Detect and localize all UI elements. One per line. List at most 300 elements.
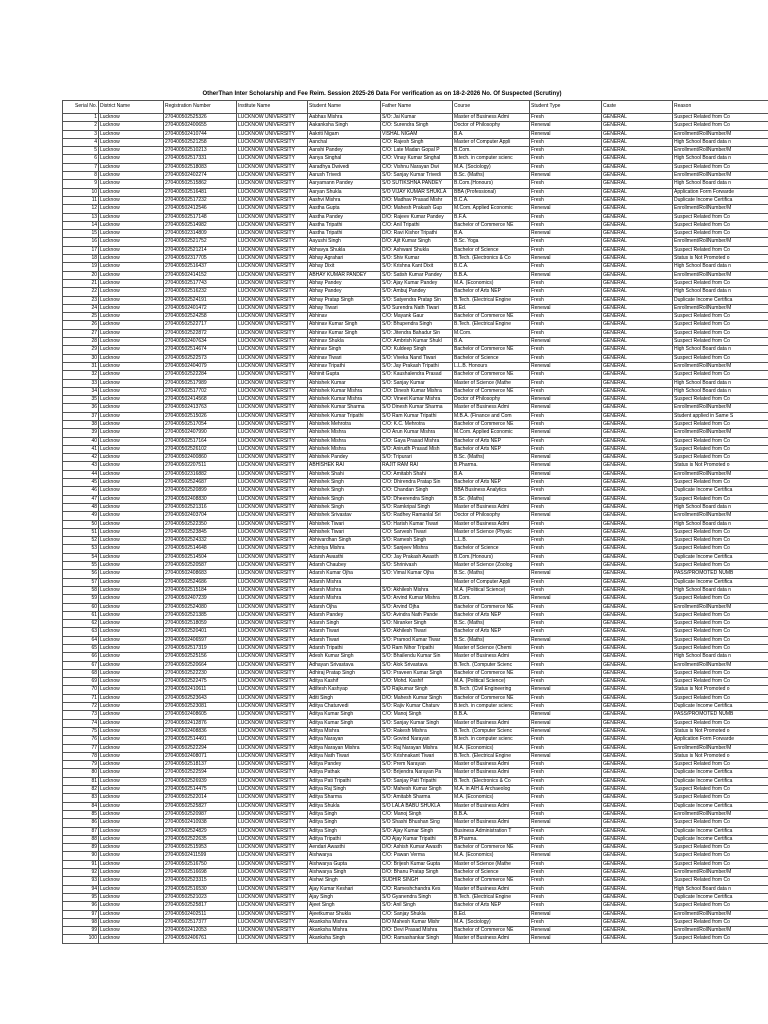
cell-serial-no: 68 (63, 669, 99, 677)
cell-student-name: Abhishek Singh (308, 503, 381, 511)
cell-student-name: Aishwi Singh (308, 877, 381, 885)
table-row (63, 611, 768, 619)
cell-serial-no: 75 (63, 727, 99, 735)
cell-district-name: Lucknow (99, 454, 164, 462)
cell-serial-no: 39 (63, 429, 99, 437)
cell-serial-no: 28 (63, 338, 99, 346)
cell-district-name: Lucknow (99, 495, 164, 503)
cell-reason: Enrollment/RollNumber/M (673, 404, 768, 412)
cell-institute-name: LUCKNOW UNIVERSITY (237, 172, 308, 180)
cell-serial-no: 57 (63, 578, 99, 586)
cell-student-name: Aayushi Singh (308, 238, 381, 246)
cell-father-name: D/O: Ajit Kumar Singh (381, 238, 453, 246)
cell-father-name: C/O: Ambrish Kumar Shukl (381, 338, 453, 346)
cell-reason: Suspect Related from Co (673, 528, 768, 536)
cell-course: B.Pharma. (453, 462, 530, 470)
cell-student-type: Renewal (530, 852, 602, 860)
cell-caste: GENERAL (602, 802, 673, 810)
cell-student-name: Abhishek Singh (308, 495, 381, 503)
cell-student-type: Fresh (530, 661, 602, 669)
table-row (63, 503, 768, 511)
cell-father-name: S/O Rajkumar Singh (381, 686, 453, 694)
cell-reason: Suspect Related from Co (673, 313, 768, 321)
cell-student-name: Abhishek Tiwari (308, 520, 381, 528)
cell-serial-no: 85 (63, 810, 99, 818)
cell-registration-number: 270400502404079 (164, 362, 237, 370)
cell-institute-name: LUCKNOW UNIVERSITY (237, 877, 308, 885)
cell-registration-number: 270400502408836 (164, 727, 237, 735)
cell-serial-no: 84 (63, 802, 99, 810)
cell-student-name: Abhay Pandey (308, 279, 381, 287)
cell-serial-no: 91 (63, 860, 99, 868)
cell-student-name: Abhinav Kumar Singh (308, 329, 381, 337)
table-row (63, 844, 768, 852)
cell-reason: Duplicate Income Certifica (673, 196, 768, 204)
cell-student-type: Fresh (530, 479, 602, 487)
cell-father-name: S/O: Ramesh Singh (381, 537, 453, 545)
cell-reason: Suspect Related from Co (673, 819, 768, 827)
cell-institute-name: LUCKNOW UNIVERSITY (237, 786, 308, 794)
cell-student-type: Fresh (530, 777, 602, 785)
cell-student-type: Fresh (530, 138, 602, 146)
cell-father-name: S/O: Jay Prakash Tripathi (381, 362, 453, 370)
cell-father-name: C/O: Manoj Singh (381, 810, 453, 818)
cell-student-name: Aendari Awasthi (308, 844, 381, 852)
cell-father-name: S/O: Brijendra Narayan Pa (381, 769, 453, 777)
cell-student-type: Fresh (530, 628, 602, 636)
cell-serial-no: 78 (63, 752, 99, 760)
cell-reason: High School Board data n (673, 379, 768, 387)
cell-serial-no: 13 (63, 213, 99, 221)
cell-student-name: Abhishek Mishra (308, 437, 381, 445)
table-row (63, 346, 768, 354)
cell-student-type: Fresh (530, 221, 602, 229)
cell-father-name: C/O: Amitabh Shahi (381, 470, 453, 478)
cell-course: Master of Computer Appli (453, 138, 530, 146)
cell-serial-no: 19 (63, 263, 99, 271)
cell-student-name: Abhishek Kumar Mishra (308, 387, 381, 395)
cell-caste: GENERAL (602, 437, 673, 445)
cell-student-name: Aditya Singh (308, 810, 381, 818)
cell-reason: Application Form Forwarde (673, 736, 768, 744)
cell-registration-number: 270400502406597 (164, 636, 237, 644)
cell-caste: GENERAL (602, 379, 673, 387)
cell-caste: GENERAL (602, 205, 673, 213)
cell-father-name: S/O: Sanjay Kumar Trivedi (381, 172, 453, 180)
cell-serial-no: 76 (63, 736, 99, 744)
cell-serial-no: 60 (63, 603, 99, 611)
cell-reason: Suspect Related from Co (673, 719, 768, 727)
cell-reason: Duplicate Income Certifica (673, 835, 768, 843)
cell-student-name: Adarsh Awasthi (308, 553, 381, 561)
cell-registration-number: 270400502514648 (164, 545, 237, 553)
header-row (63, 101, 768, 114)
cell-student-name: ABHISHEK RAI (308, 462, 381, 470)
cell-student-type: Fresh (530, 155, 602, 163)
cell-institute-name: LUCKNOW UNIVERSITY (237, 661, 308, 669)
cell-father-name: C/O: K.C. Mehrotra (381, 420, 453, 428)
cell-caste: GENERAL (602, 562, 673, 570)
cell-reason: Suspect Related from Co (673, 537, 768, 545)
cell-reason: Enrollment/RollNumber/M (673, 362, 768, 370)
cell-reason: Suspect Related from Co (673, 454, 768, 462)
cell-caste: GENERAL (602, 188, 673, 196)
cell-institute-name: LUCKNOW UNIVERSITY (237, 927, 308, 935)
cell-district-name: Lucknow (99, 130, 164, 138)
cell-institute-name: LUCKNOW UNIVERSITY (237, 321, 308, 329)
cell-registration-number: 270400502516437 (164, 263, 237, 271)
cell-course: Master of Business Admi (453, 114, 530, 122)
cell-registration-number: 270400502522635 (164, 835, 237, 843)
table-row (63, 752, 768, 760)
cell-registration-number: 270400502517377 (164, 918, 237, 926)
cell-course: Bachelor of Arts NEP (453, 445, 530, 453)
cell-district-name: Lucknow (99, 445, 164, 453)
cell-student-type: Fresh (530, 412, 602, 420)
cell-student-type: Renewal (530, 122, 602, 130)
cell-reason: Suspect Related from Co (673, 669, 768, 677)
cell-caste: GENERAL (602, 736, 673, 744)
cell-course: Master of Business Admi (453, 819, 530, 827)
cell-caste: GENERAL (602, 338, 673, 346)
cell-district-name: Lucknow (99, 885, 164, 893)
cell-institute-name: LUCKNOW UNIVERSITY (237, 495, 308, 503)
header-institute-name: Institute Name (237, 101, 308, 114)
cell-district-name: Lucknow (99, 371, 164, 379)
cell-reason: Suspect Related from Co (673, 761, 768, 769)
cell-father-name: S/O: Arvind Ojha (381, 603, 453, 611)
cell-registration-number: 270400502414568 (164, 396, 237, 404)
cell-caste: GENERAL (602, 727, 673, 735)
cell-district-name: Lucknow (99, 852, 164, 860)
cell-serial-no: 49 (63, 512, 99, 520)
cell-caste: GENERAL (602, 628, 673, 636)
cell-student-type: Fresh (530, 802, 602, 810)
cell-student-name: Aditya Mishra (308, 727, 381, 735)
cell-reason: Enrollment/RollNumber/M (673, 304, 768, 312)
cell-caste: GENERAL (602, 172, 673, 180)
cell-course: B.Tech. (Electronics & Co (453, 777, 530, 785)
cell-student-type: Fresh (530, 379, 602, 387)
cell-district-name: Lucknow (99, 221, 164, 229)
cell-father-name: D/O: Madhav Prasad Mishr (381, 196, 453, 204)
table-row (63, 437, 768, 445)
cell-district-name: Lucknow (99, 404, 164, 412)
cell-district-name: Lucknow (99, 238, 164, 246)
cell-institute-name: LUCKNOW UNIVERSITY (237, 288, 308, 296)
cell-father-name: S/O: Avindra Nath Pande (381, 611, 453, 619)
cell-serial-no: 18 (63, 255, 99, 263)
table-row (63, 620, 768, 628)
cell-serial-no: 27 (63, 329, 99, 337)
cell-course: Master of Business Admi (453, 935, 530, 943)
cell-registration-number: 270400502525827 (164, 802, 237, 810)
cell-serial-no: 63 (63, 628, 99, 636)
cell-serial-no: 69 (63, 678, 99, 686)
table-row (63, 230, 768, 238)
cell-caste: GENERAL (602, 487, 673, 495)
cell-caste: GENERAL (602, 586, 673, 594)
cell-student-name: Aditya Kashif (308, 678, 381, 686)
cell-reason: Enrollment/RollNumber/M (673, 271, 768, 279)
cell-course: M.A. (Sociology) (453, 918, 530, 926)
cell-caste: GENERAL (602, 578, 673, 586)
cell-father-name: S/O: Raj Narayan Mishra (381, 744, 453, 752)
cell-student-type: Fresh (530, 703, 602, 711)
table-row (63, 918, 768, 926)
cell-serial-no: 41 (63, 445, 99, 453)
cell-father-name: S/O: Dheerendra Singh (381, 495, 453, 503)
cell-institute-name: LUCKNOW UNIVERSITY (237, 213, 308, 221)
cell-reason: Suspect Related from Co (673, 678, 768, 686)
cell-registration-number: 270400502518137 (164, 761, 237, 769)
cell-institute-name: LUCKNOW UNIVERSITY (237, 669, 308, 677)
cell-student-name: Aditya Singh (308, 827, 381, 835)
cell-district-name: Lucknow (99, 810, 164, 818)
cell-district-name: Lucknow (99, 479, 164, 487)
cell-student-name: Abhivardhan Singh (308, 537, 381, 545)
cell-district-name: Lucknow (99, 694, 164, 702)
cell-institute-name: LUCKNOW UNIVERSITY (237, 487, 308, 495)
cell-reason: PASS/PROMOTED NUMB (673, 570, 768, 578)
cell-father-name: S/O: Satyendra Pratap Sin (381, 296, 453, 304)
cell-registration-number: 270400502410938 (164, 819, 237, 827)
cell-serial-no: 81 (63, 777, 99, 785)
cell-institute-name: LUCKNOW UNIVERSITY (237, 371, 308, 379)
cell-district-name: Lucknow (99, 462, 164, 470)
cell-serial-no: 50 (63, 520, 99, 528)
cell-student-name: Adarsh Singh (308, 620, 381, 628)
cell-registration-number: 270400502408830 (164, 495, 237, 503)
cell-father-name: S/O: Viveka Nand Tiwari (381, 354, 453, 362)
cell-student-name: Adarsh Tiwari (308, 628, 381, 636)
cell-father-name: S/O: Krishna Kant Dixit (381, 263, 453, 271)
cell-district-name: Lucknow (99, 661, 164, 669)
cell-district-name: Lucknow (99, 819, 164, 827)
cell-student-type: Renewal (530, 570, 602, 578)
cell-registration-number: 270400502407239 (164, 595, 237, 603)
table-row (63, 586, 768, 594)
cell-registration-number: 270400502401472 (164, 304, 237, 312)
cell-student-name: Aditya Tripathi (308, 835, 381, 843)
cell-district-name: Lucknow (99, 180, 164, 188)
cell-father-name: S/O Ram Nihor Tripathi (381, 645, 453, 653)
table-row (63, 196, 768, 204)
cell-course: Master of Business Admi (453, 885, 530, 893)
cell-caste: GENERAL (602, 852, 673, 860)
cell-student-type: Fresh (530, 827, 602, 835)
table-row (63, 786, 768, 794)
cell-reason: Suspect Related from Co (673, 114, 768, 122)
table-row (63, 296, 768, 304)
cell-student-name: Abhishek Pandey (308, 454, 381, 462)
cell-caste: GENERAL (602, 835, 673, 843)
cell-reason: Suspect Related from Co (673, 163, 768, 171)
cell-course: B.Com.(Honours) (453, 553, 530, 561)
cell-registration-number: 270400502520401 (164, 628, 237, 636)
cell-registration-number: 270400502525156 (164, 653, 237, 661)
cell-reason: Suspect Related from Co (673, 545, 768, 553)
cell-registration-number: 270400502314809 (164, 230, 237, 238)
cell-district-name: Lucknow (99, 910, 164, 918)
cell-father-name: C/O: Dinesh Kumar Mishra (381, 387, 453, 395)
cell-serial-no: 79 (63, 761, 99, 769)
cell-institute-name: LUCKNOW UNIVERSITY (237, 263, 308, 271)
table-row (63, 819, 768, 827)
cell-institute-name: LUCKNOW UNIVERSITY (237, 379, 308, 387)
cell-registration-number: 270400502515862 (164, 180, 237, 188)
cell-district-name: Lucknow (99, 346, 164, 354)
cell-institute-name: LUCKNOW UNIVERSITY (237, 719, 308, 727)
cell-reason: Suspect Related from Co (673, 437, 768, 445)
cell-course: B.B.A. (453, 711, 530, 719)
cell-caste: GENERAL (602, 761, 673, 769)
cell-serial-no: 92 (63, 869, 99, 877)
table-row (63, 595, 768, 603)
cell-registration-number: 270400502521214 (164, 246, 237, 254)
cell-father-name: C/O: Mohd. Kashif (381, 678, 453, 686)
cell-student-type: Fresh (530, 445, 602, 453)
table-row (63, 188, 768, 196)
cell-caste: GENERAL (602, 404, 673, 412)
cell-student-type: Fresh (530, 503, 602, 511)
table-row (63, 885, 768, 893)
cell-district-name: Lucknow (99, 296, 164, 304)
cell-reason: Enrollment/RollNumber/M (673, 661, 768, 669)
cell-institute-name: LUCKNOW UNIVERSITY (237, 686, 308, 694)
cell-institute-name: LUCKNOW UNIVERSITY (237, 445, 308, 453)
cell-institute-name: LUCKNOW UNIVERSITY (237, 802, 308, 810)
cell-student-name: Abhinav Shukla (308, 338, 381, 346)
cell-institute-name: LUCKNOW UNIVERSITY (237, 196, 308, 204)
cell-student-name: Abhishek Singh (308, 479, 381, 487)
cell-institute-name: LUCKNOW UNIVERSITY (237, 645, 308, 653)
cell-course: M.A. (Economics) (453, 852, 530, 860)
cell-registration-number: 270400502517054 (164, 420, 237, 428)
cell-father-name: S/O: Pramod Kumar Tiwar (381, 636, 453, 644)
cell-course: Bachelor of Arts NEP (453, 628, 530, 636)
cell-registration-number: 270400502522350 (164, 520, 237, 528)
table-row (63, 603, 768, 611)
cell-student-type: Renewal (530, 454, 602, 462)
cell-serial-no: 24 (63, 304, 99, 312)
cell-registration-number: 270400502520899 (164, 487, 237, 495)
cell-course: Doctor of Philosophy (453, 122, 530, 130)
cell-student-type: Renewal (530, 495, 602, 503)
table-row (63, 686, 768, 694)
cell-registration-number: 270400502521258 (164, 138, 237, 146)
cell-course: B.A. (453, 130, 530, 138)
cell-student-type: Fresh (530, 869, 602, 877)
cell-serial-no: 67 (63, 661, 99, 669)
header-district-name: District Name (99, 101, 164, 114)
cell-reason: Duplicate Income Certifica (673, 578, 768, 586)
cell-caste: GENERAL (602, 810, 673, 818)
cell-caste: GENERAL (602, 686, 673, 694)
cell-course: B.Sc. (Maths) (453, 620, 530, 628)
cell-reason: Enrollment/RollNumber/M (673, 147, 768, 155)
scrutiny-table (62, 100, 768, 944)
cell-student-name: Adhayan Srivastava (308, 661, 381, 669)
cell-student-type: Fresh (530, 678, 602, 686)
table-row (63, 396, 768, 404)
table-row (63, 835, 768, 843)
cell-reason: Suspect Related from Co (673, 844, 768, 852)
cell-serial-no: 94 (63, 885, 99, 893)
cell-district-name: Lucknow (99, 420, 164, 428)
cell-course: Master of Science (Physic (453, 528, 530, 536)
cell-serial-no: 42 (63, 454, 99, 462)
cell-serial-no: 87 (63, 827, 99, 835)
cell-reason: Suspect Related from Co (673, 562, 768, 570)
cell-reason: Suspect Related from Co (673, 230, 768, 238)
cell-student-name: Aanshi Pandey (308, 147, 381, 155)
cell-student-type: Fresh (530, 537, 602, 545)
cell-course: Master of Science (Mathe (453, 860, 530, 868)
cell-serial-no: 86 (63, 819, 99, 827)
cell-course: Bachelor of Commerce NE (453, 346, 530, 354)
cell-father-name: S/O: Alok Srivastava (381, 661, 453, 669)
cell-student-type: Fresh (530, 620, 602, 628)
table-row (63, 387, 768, 395)
cell-father-name: D/O: Ravi Kishor Tripathi (381, 230, 453, 238)
cell-district-name: Lucknow (99, 304, 164, 312)
cell-student-type: Fresh (530, 238, 602, 246)
cell-district-name: Lucknow (99, 562, 164, 570)
cell-caste: GENERAL (602, 869, 673, 877)
cell-father-name: C/O: Late Madan Gopal P (381, 147, 453, 155)
cell-student-type: Renewal (530, 512, 602, 520)
cell-course: Bachelor of Arts NEP (453, 479, 530, 487)
cell-course: M.B.A. (Finance and Com (453, 412, 530, 420)
header-student-type: Student Type (530, 101, 602, 114)
cell-father-name: D/O: Ramashankar Singh (381, 935, 453, 943)
cell-course: B.Tech. (Computer Scienc (453, 727, 530, 735)
cell-serial-no: 23 (63, 296, 99, 304)
cell-reason: Suspect Related from Co (673, 354, 768, 362)
cell-institute-name: LUCKNOW UNIVERSITY (237, 354, 308, 362)
cell-course: B.C.A. (453, 263, 530, 271)
table-row (63, 645, 768, 653)
cell-student-name: Aditya Kumar Singh (308, 719, 381, 727)
cell-student-name: Aditya Raj Singh (308, 786, 381, 794)
cell-course: B.Sc. (Maths) (453, 495, 530, 503)
table-row (63, 902, 768, 910)
table-row (63, 520, 768, 528)
cell-caste: GENERAL (602, 893, 673, 901)
cell-student-name: Abhishek Mishra (308, 445, 381, 453)
cell-father-name: S/O: Anil Singh (381, 902, 453, 910)
cell-registration-number: 270400502414152 (164, 271, 237, 279)
cell-student-type: Fresh (530, 188, 602, 196)
cell-reason: Suspect Related from Co (673, 860, 768, 868)
cell-district-name: Lucknow (99, 321, 164, 329)
cell-student-type: Renewal (530, 462, 602, 470)
cell-institute-name: LUCKNOW UNIVERSITY (237, 711, 308, 719)
cell-district-name: Lucknow (99, 271, 164, 279)
cell-registration-number: 270400502408071 (164, 752, 237, 760)
table-row (63, 420, 768, 428)
cell-reason: Suspect Related from Co (673, 628, 768, 636)
cell-registration-number: 270400502207511 (164, 462, 237, 470)
cell-registration-number: 270400502400655 (164, 122, 237, 130)
cell-registration-number: 270400502526102 (164, 445, 237, 453)
cell-institute-name: LUCKNOW UNIVERSITY (237, 520, 308, 528)
cell-student-name: Ajeetkumar Shukla (308, 910, 381, 918)
cell-course: Master of Business Admi (453, 719, 530, 727)
cell-registration-number: 270400502523845 (164, 528, 237, 536)
cell-registration-number: 270400502518059 (164, 620, 237, 628)
